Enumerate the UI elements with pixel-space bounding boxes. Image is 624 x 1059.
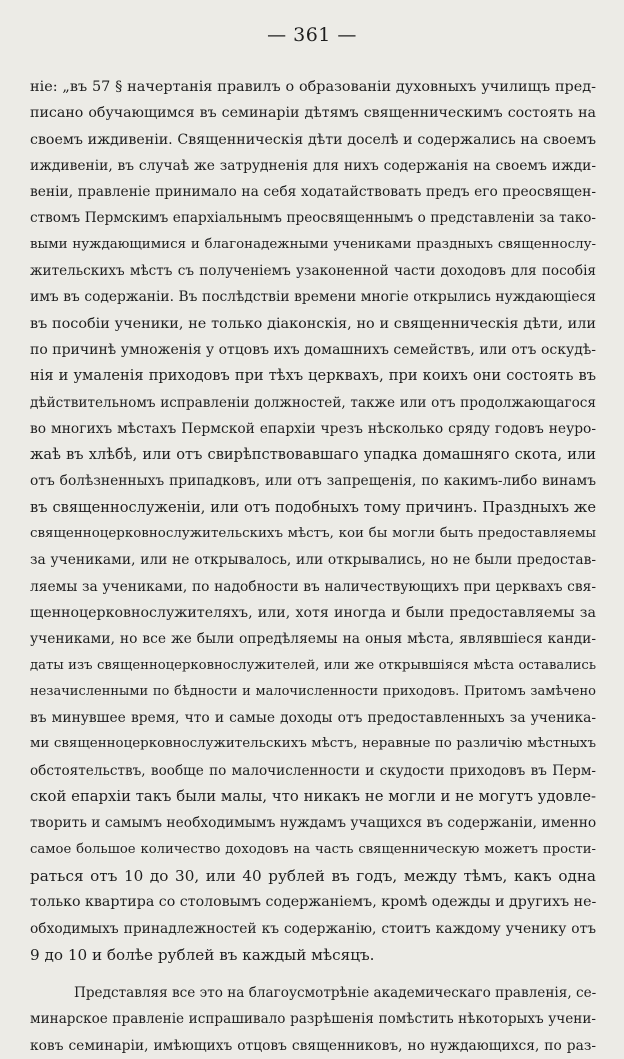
text-line: даты изъ священноцерковнослужителей, или же открывшіяся мѣста оставались	[30, 657, 596, 673]
paragraph-gap	[30, 968, 596, 980]
text-line: нія и умаленія приходовъ при тѣхъ церквахъ, при коихъ они состоять въ	[30, 367, 596, 385]
text-line: по причинѣ умноженія у отцовъ ихъ домашнихъ семействъ, или отъ оскудѣ-	[30, 341, 596, 358]
text-line: въ пособіи ученики, не только діаконскія, но и священническія дѣти, или	[30, 315, 596, 332]
text-line: жаѣ въ хлѣбѣ, или отъ свирѣпствовавшаго упадка домашняго скота, или	[30, 446, 596, 464]
text-line: незачисленными по бѣдности и малочисленности приходовъ. Притомъ замѣчено	[30, 683, 596, 699]
text-line: ляемы за учениками, по надобности въ наличествующихъ при церквахъ свя-	[30, 578, 596, 595]
text-line: 9 до 10 и болѣе рублей въ каждый мѣсяцъ.	[30, 945, 375, 964]
page-number: — 361 —	[267, 24, 357, 46]
text-line: самое большое количество доходовъ на часть священническую можетъ прости-	[30, 841, 596, 857]
text-line: щенноцерковнослужителяхъ, или, хотя иногда и были предоставляемы за	[30, 604, 596, 621]
text-line: во многихъ мѣстахъ Пермской епархіи чрезъ нѣсколько сряду годовъ неуро-	[30, 420, 596, 437]
paragraph-2	[30, 980, 596, 1059]
text-line: въ священнослуженіи, или отъ подобныхъ тому причинъ. Праздныхъ же	[30, 498, 596, 516]
text-line: жительскихъ мѣстъ съ полученіемъ узаконенной части доходовъ для пособія	[30, 263, 596, 280]
text-line: дѣйствительномъ исправленіи должностей, также или отъ продолжающагося	[30, 394, 596, 411]
text-line: учениками, но все же были опредѣляемы на оныя мѣста, являвшіеся канди-	[30, 631, 596, 648]
text-line: обстоятельствъ, вообще по малочисленности и скудости приходовъ въ Перм-	[30, 762, 596, 779]
text-line: выми нуждающимися и благонадежными учениками праздныхъ священнослу-	[30, 236, 596, 252]
text-line: отъ болѣзненныхъ припадковъ, или отъ запрещенія, по какимъ-либо винамъ	[30, 473, 596, 490]
text-line: раться отъ 10 до 30, или 40 рублей въ годъ, между тѣмъ, какъ одна	[30, 866, 596, 885]
text-line: за учениками, или не открывалось, или открывались, но не были предостав-	[30, 552, 596, 569]
text-line: минарское правленіе испрашивало разрѣшенія помѣстить нѣкоторыхъ учени-	[30, 1011, 596, 1028]
text-line: священноцерковнослужительскихъ мѣстъ, кои бы могли быть предоставляемы	[30, 526, 596, 542]
text-line: ніе: „въ 57 § начертанія правилъ о образованіи духовныхъ училищъ пред-	[30, 79, 596, 95]
text-line: въ минувшее время, что и самые доходы отъ предоставленныхъ за ученика-	[30, 710, 596, 727]
text-line: Представляя все это на благоусмотрѣніе академическаго правленія, се-	[74, 985, 597, 1002]
text-line: ковъ семинаріи, имѣющихъ отцовъ священниковъ, но нуждающихся, по раз-	[30, 1037, 596, 1054]
text-line: имъ въ содержаніи. Въ послѣдствіи времени многіе открылись нуждающіеся	[30, 289, 596, 306]
text-line: творить и самымъ необходимымъ нуждамъ учащихся въ содержаніи, именно	[30, 815, 597, 832]
text-line: только квартира со столовымъ содержаніемъ, кромѣ одежды и другихъ не-	[30, 894, 597, 911]
text-line: писано обучающимся въ семинаріи дѣтямъ священническимъ состоять на	[30, 105, 596, 122]
text-line: иждивеніи, въ случаѣ же затрудненія для нихъ содержанія на своемъ ижди-	[30, 157, 596, 174]
text-line: ствомъ Пермскимъ епархіальнымъ преосвященнымъ о представленіи за тако-	[30, 210, 596, 227]
body-text	[30, 74, 596, 1059]
text-line: веніи, правленіе принимало на себя ходатайствовать предъ его преосвящен-	[30, 184, 596, 201]
text-line: ской епархіи такъ были малы, что никакъ не могли и не могутъ удовле-	[30, 788, 596, 806]
text-line: обходимыхъ принадлежностей къ содержанію, стоитъ каждому ученику отъ	[30, 920, 596, 937]
paragraph-1	[30, 74, 596, 968]
text-line: ми священноцерковнослужительскихъ мѣстъ, неравные по различію мѣстныхъ	[30, 736, 596, 752]
text-line: своемъ иждивеніи. Священническія дѣти доселѣ и содержались на своемъ	[30, 131, 596, 148]
